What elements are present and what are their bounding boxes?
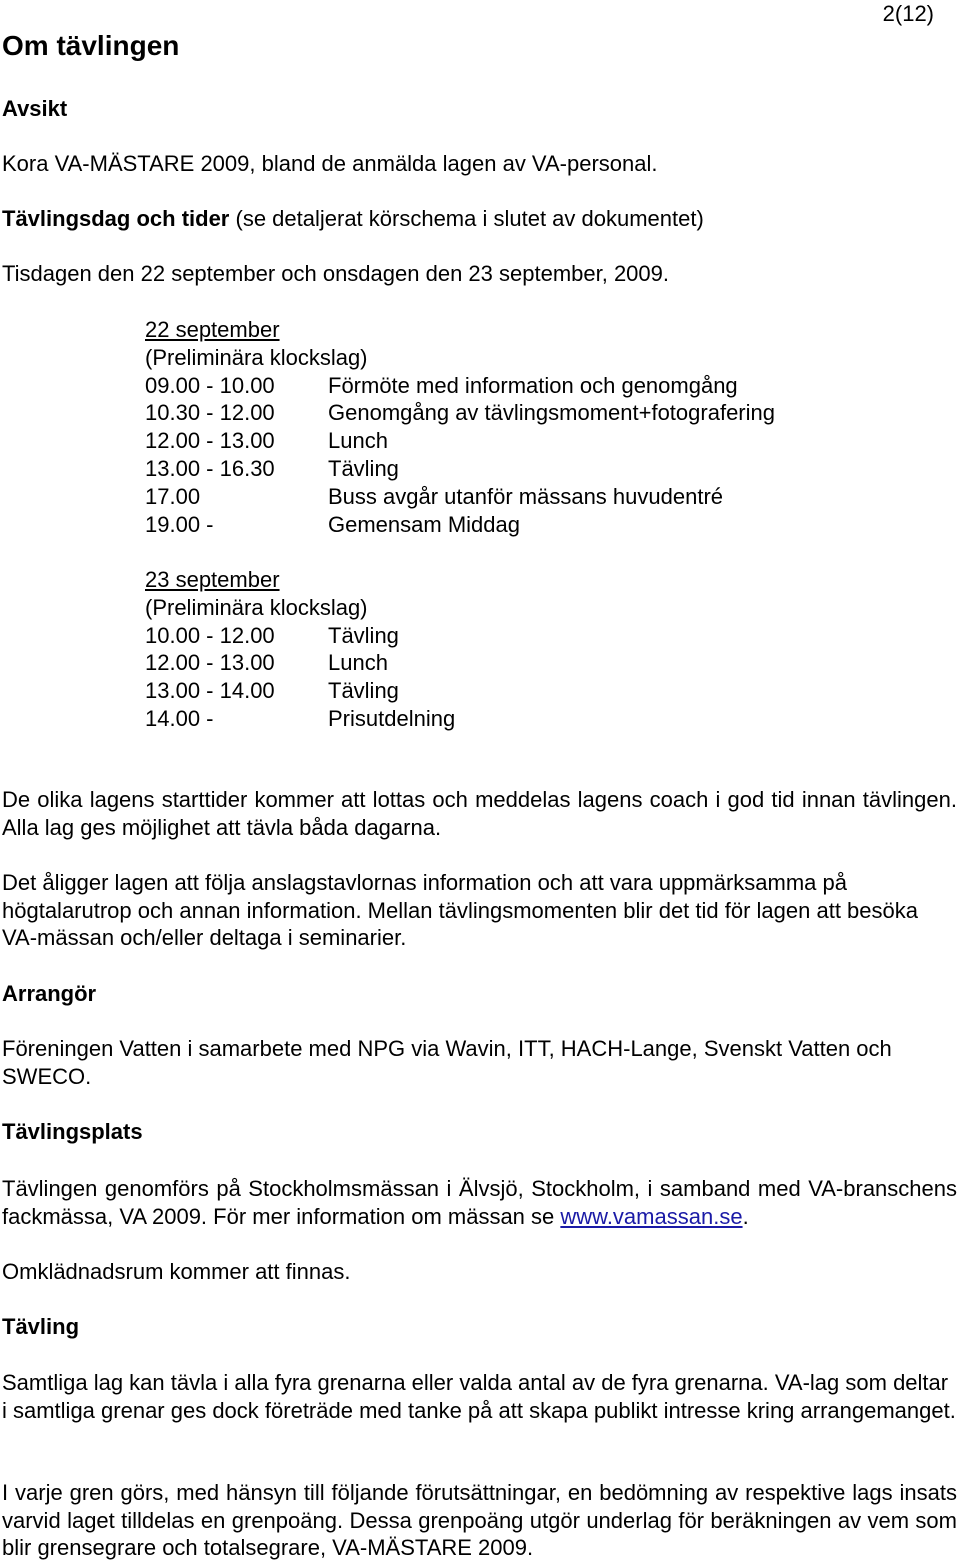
schedule-activity: Tävling [328,455,399,481]
tavlingsplats-text [2,1175,957,1230]
schedule-activity: Lunch [328,428,388,454]
schedule-time: 17.00 [145,483,201,509]
schedule-time: 12.00 - 13.00 [145,650,275,676]
schedule-activity: Lunch [328,650,388,676]
schedule-time: 13.00 - 16.30 [145,455,275,481]
schedule-time: 10.30 - 12.00 [145,400,275,426]
schedule-row [145,705,905,733]
schedule-activity: Förmöte med information och genomgång [328,372,738,398]
tider-heading-bold: Tävlingsdag och tider [2,206,230,231]
schedule-row [145,677,905,705]
schedule-day-note: (Preliminära klockslag) [145,594,368,620]
schedule-row [145,427,905,455]
tider-heading-rest: (se detaljerat körschema i slutet av dokumentet) [229,206,704,231]
schedule-row [145,372,905,400]
section-heading-tavling: Tävling [2,1314,80,1339]
section-heading-tider [2,205,957,233]
arrangor-text: Föreningen Vatten i samarbete med NPG via Wavin, ITT, HACH-Lange, Svenskt Vatten och SWECO. [2,1036,892,1089]
section-heading-avsikt: Avsikt [2,96,68,121]
schedule-activity: Buss avgår utanför mässans huvudentré [328,483,724,509]
vamassan-link[interactable]: www.vamassan.se [560,1203,743,1229]
schedule-row [145,649,905,677]
schedule-time: 13.00 - 14.00 [145,678,275,704]
tavlingsplats-text-end: . [742,1203,749,1229]
tavling-paragraph-1: Samtliga lag kan tävla i alla fyra grenarna eller valda antal av de fyra grenarna. VA-lag som deltar i samtliga grenar ges dock företräde med tanke på att skapa publikt intresse kring arrangemanget. [2,1370,956,1423]
page-title: Om tävlingen [2,30,180,61]
section-heading-tavlingsplats: Tävlingsplats [2,1119,143,1144]
schedule-time: 09.00 - 10.00 [145,372,275,398]
schedule-activity: Tävling [328,678,399,704]
info-paragraph-1: De olika lagens starttider kommer att lottas och meddelas lagens coach i god tid innan tävlingen. Alla lag ges möjlighet att tävla båda dagarna. [2,787,957,840]
schedule-time: 12.00 - 13.00 [145,428,275,454]
schedule-time: 14.00 - [145,705,214,731]
omkladnadsrum-note: Omklädnadsrum kommer att finnas. [2,1259,351,1284]
schedule-row [145,399,905,427]
schedule-activity: Tävling [328,622,399,648]
schedule-day-note: (Preliminära klockslag) [145,344,368,370]
schedule-row [145,483,905,511]
schedule-day-title: 23 september [145,567,280,592]
section-heading-arrangor: Arrangör [2,981,97,1006]
schedule-day-2 [145,566,905,733]
page-number: 2(12) [882,1,934,26]
tavlingsplats-text-start: Tävlingen genomförs på Stockholmsmässan i Älvsjö, Stockholm, i samband med VA-branschens fackmässa, VA 2009. För mer information om mässan se [2,1176,957,1229]
schedule-time: 19.00 - [145,511,214,537]
info-paragraph-2: Det åligger lagen att följa anslagstavlornas information och att vara uppmärksamma på högtalarutrop och annan information. Mellan tävlingsmomenten blir det tid för lagen att besöka VA-mässan och/eller deltaga i seminarier. [2,870,918,950]
schedule-activity: Prisutdelning [328,705,456,731]
schedule-activity: Genomgång av tävlingsmoment+fotografering [328,400,775,426]
schedule-activity: Gemensam Middag [328,511,520,537]
schedule-day-1 [145,316,905,538]
schedule-row [145,455,905,483]
tavling-paragraph-2: I varje gren görs, med hänsyn till följande förutsättningar, en bedömning av respektive lags insats varvid laget tilldelas en grenpoäng. Dessa grenpoäng utgör underlag för beräkningen av vem som blir grensegrare och totalsegrare, VA-MÄSTARE 2009. [2,1480,957,1560]
avsikt-text: Kora VA-MÄSTARE 2009, bland de anmälda lagen av VA-personal. [2,151,658,176]
schedule-row [145,511,905,539]
schedule-row [145,622,905,650]
tider-intro: Tisdagen den 22 september och onsdagen den 23 september, 2009. [2,261,670,286]
schedule-day-title: 22 september [145,317,280,342]
schedule-time: 10.00 - 12.00 [145,622,275,648]
